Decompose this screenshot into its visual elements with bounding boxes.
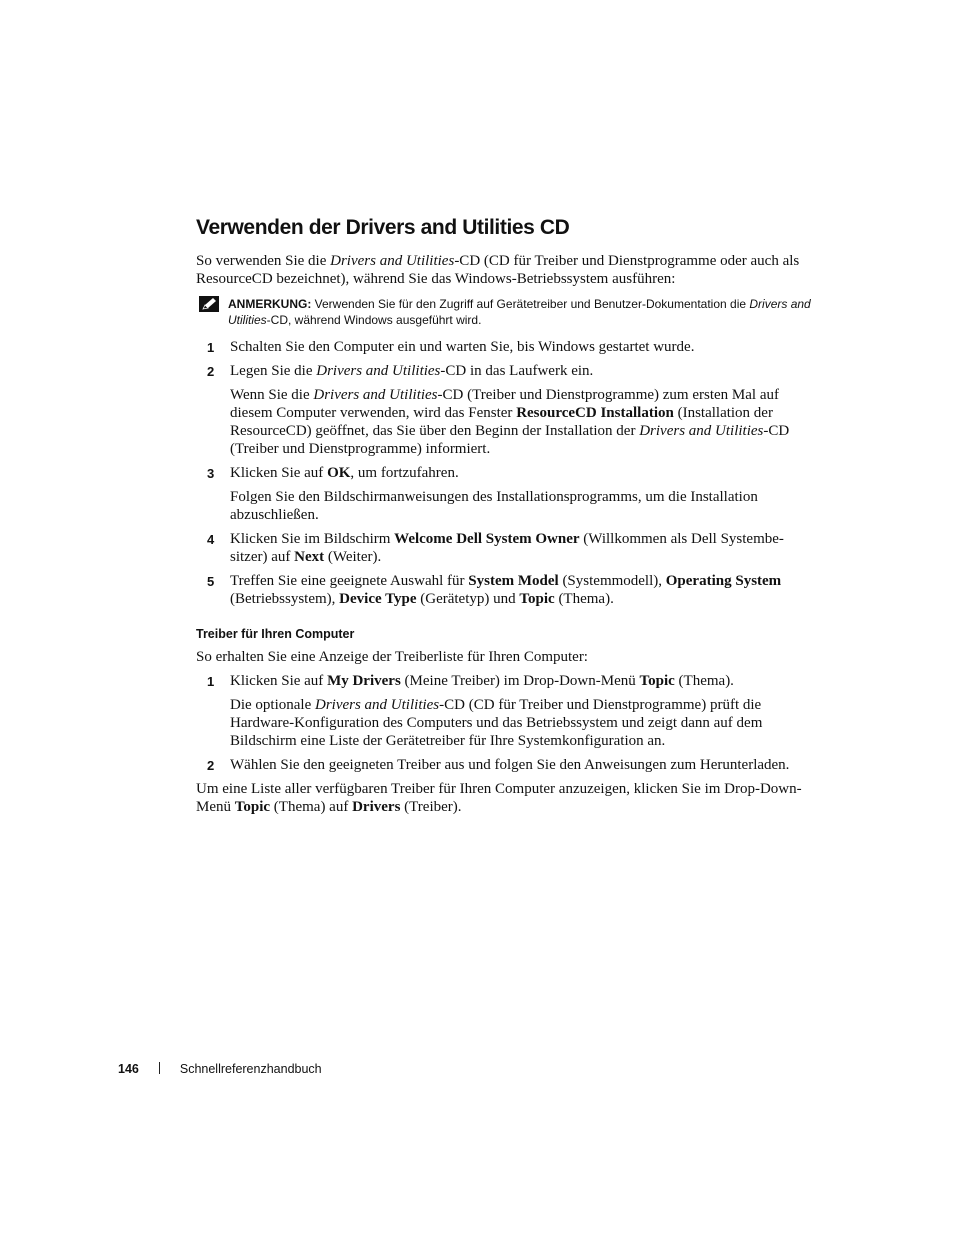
step-text: (Willkommen als Dell Systembe-sitzer) auf bbox=[230, 531, 784, 566]
closing-bold: Topic bbox=[234, 799, 271, 816]
closing-paragraph bbox=[196, 780, 821, 816]
step-text: Wählen Sie den geeigneten Treiber aus und folgen Sie den Anweisungen zum Herunterladen. bbox=[230, 757, 790, 774]
intro-text: So verwenden Sie die bbox=[196, 253, 331, 270]
list-item bbox=[196, 362, 821, 458]
page-footer bbox=[118, 1062, 322, 1076]
step-text: Schalten Sie den Computer ein und warten Sie, bis Windows gestartet wurde. bbox=[230, 339, 695, 356]
list-item bbox=[196, 572, 821, 608]
step-text-end: -CD in das Laufwerk ein. bbox=[440, 363, 594, 380]
list-item bbox=[196, 464, 821, 524]
steps-list-1 bbox=[196, 338, 821, 608]
step-text: (Betriebssystem), bbox=[230, 591, 340, 608]
list-item bbox=[196, 672, 821, 750]
note-text-end: -CD, während Windows ausgeführt wird. bbox=[266, 313, 482, 328]
footer-title: Schnellreferenzhandbuch bbox=[179, 1062, 322, 1076]
detail-italic: Drivers and Utilities bbox=[639, 423, 764, 440]
step-number: 4 bbox=[207, 532, 215, 548]
step-number: 2 bbox=[207, 758, 215, 774]
step-detail bbox=[230, 696, 821, 750]
closing-text: (Thema) auf bbox=[270, 799, 353, 816]
page-number: 146 bbox=[118, 1062, 139, 1076]
intro-italic: Drivers and Utilities bbox=[330, 253, 455, 270]
drivers-intro: So erhalten Sie eine Anzeige der Treiberliste für Ihren Computer: bbox=[196, 649, 588, 666]
list-item bbox=[196, 338, 821, 356]
step-bold: Topic bbox=[519, 591, 555, 608]
steps-list-2 bbox=[196, 672, 821, 774]
step-number: 1 bbox=[207, 340, 215, 356]
step-bold: My Drivers bbox=[327, 673, 401, 690]
detail-italic: Drivers and Utilities bbox=[314, 697, 440, 714]
section-subheading: Treiber für Ihren Computer bbox=[196, 627, 355, 642]
step-number: 5 bbox=[207, 574, 215, 590]
step-bold: Operating System bbox=[665, 573, 782, 590]
footer-divider bbox=[159, 1062, 160, 1074]
step-bold: OK bbox=[327, 465, 351, 482]
step-text-end: , um fortzufahren. bbox=[350, 465, 459, 482]
list-item bbox=[196, 756, 821, 774]
note-pencil-icon bbox=[199, 296, 219, 312]
detail-text: Wenn Sie die bbox=[230, 387, 314, 404]
detail-text: (Installation der ResourceCD) geöffnet, das Sie über den Beginn der Installation der bbox=[230, 405, 773, 440]
page-title: Verwenden der Drivers and Utilities CD bbox=[196, 216, 570, 239]
step-detail: Folgen Sie den Bildschirmanweisungen des Installationsprogramms, um die Installation abzuschließen. bbox=[230, 489, 758, 524]
step-text: (Systemmodell), bbox=[558, 573, 666, 590]
detail-text: -CD (CD für Treiber und Dienstprogramme) prüft die Hardware-Konfiguration des Computers und das Betriebssystem und zeigt dann auf dem Bildschirm eine Liste der Gerätetreiber für Ihre Systemkonfiguration an. bbox=[230, 697, 763, 750]
step-bold: System Model bbox=[468, 573, 559, 590]
step-bold: Welcome Dell System Owner bbox=[394, 531, 580, 548]
detail-text: -CD (Treiber und Dienstprogramme) informiert. bbox=[230, 423, 790, 458]
step-text: (Meine Treiber) im Drop-Down-Menü bbox=[400, 673, 640, 690]
step-text: Klicken Sie auf bbox=[230, 465, 328, 482]
closing-bold: Drivers bbox=[352, 799, 401, 816]
page-content bbox=[196, 216, 821, 822]
step-text: Legen Sie die bbox=[230, 363, 317, 380]
intro-paragraph bbox=[196, 252, 821, 288]
detail-text: Die optionale bbox=[230, 697, 315, 714]
step-italic: Drivers and Utilities bbox=[316, 363, 441, 380]
step-text-end: (Weiter). bbox=[324, 549, 382, 566]
step-text-end: (Thema). bbox=[554, 591, 614, 608]
detail-text: -CD (Treiber und Dienstprogramme) zum ersten Mal auf diesem Computer verwenden, wird das Fenster bbox=[230, 387, 779, 422]
step-number: 2 bbox=[207, 364, 215, 380]
detail-italic: Drivers and Utilities bbox=[313, 387, 438, 404]
note-italic: Drivers and Utilities bbox=[228, 297, 811, 328]
note-label: ANMERKUNG: bbox=[228, 297, 312, 312]
step-text: Klicken Sie im Bildschirm bbox=[230, 531, 395, 548]
step-number: 1 bbox=[207, 674, 215, 690]
step-detail bbox=[230, 386, 821, 458]
note-box bbox=[196, 296, 821, 328]
closing-text-end: (Treiber). bbox=[400, 799, 462, 816]
step-number: 3 bbox=[207, 466, 215, 482]
step-text: Treffen Sie eine geeignete Auswahl für bbox=[230, 573, 469, 590]
list-item bbox=[196, 530, 821, 566]
step-bold: Topic bbox=[639, 673, 675, 690]
step-text: Klicken Sie auf bbox=[230, 673, 328, 690]
step-text-end: (Thema). bbox=[674, 673, 734, 690]
detail-bold: ResourceCD Installation bbox=[516, 405, 674, 422]
intro-text-end: -CD (CD für Treiber und Dienstprogramme oder auch als ResourceCD bezeichnet), während Sie das Windows-Betriebssystem ausführen: bbox=[196, 253, 800, 288]
step-bold: Device Type bbox=[339, 591, 417, 608]
step-bold: Next bbox=[294, 549, 325, 566]
note-text: Verwenden Sie für den Zugriff auf Gerätetreiber und Benutzer-Dokumentation die bbox=[311, 297, 750, 312]
closing-text: Um eine Liste aller verfügbaren Treiber für Ihren Computer anzuzeigen, klicken Sie im Drop-Down-Menü bbox=[196, 781, 802, 816]
step-text: (Gerätetyp) und bbox=[416, 591, 520, 608]
